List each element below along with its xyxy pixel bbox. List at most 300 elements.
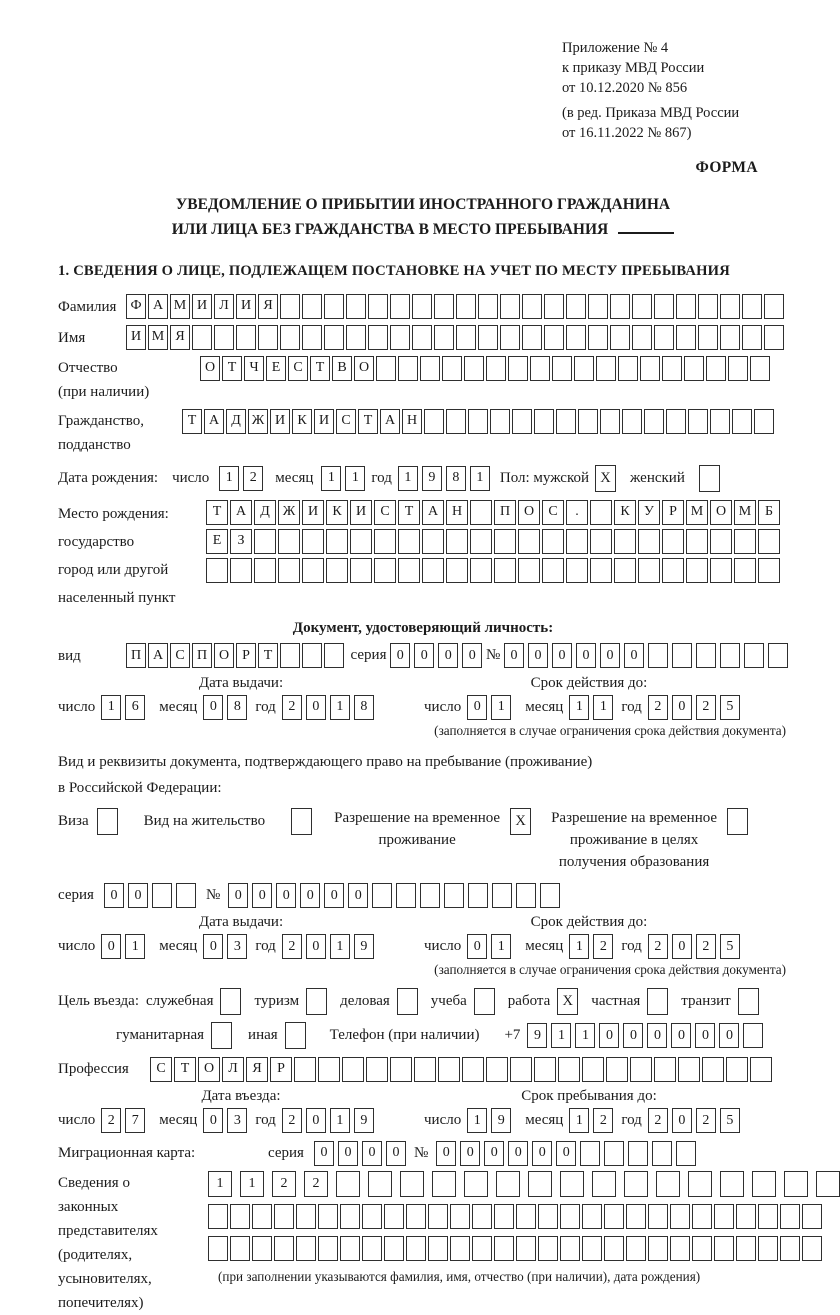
char-box[interactable] [618,356,638,381]
char-box[interactable]: 1 [321,466,341,491]
char-box[interactable] [578,409,598,434]
char-box[interactable]: М [734,500,756,525]
char-box[interactable] [714,1204,734,1229]
char-box[interactable] [516,1204,536,1229]
char-box[interactable] [512,409,532,434]
char-box[interactable] [768,643,788,668]
char-box[interactable] [444,883,464,908]
char-box[interactable] [384,1236,404,1261]
char-box[interactable] [648,1204,668,1229]
char-box[interactable]: 2 [696,695,716,720]
char-box[interactable]: 9 [354,1108,374,1133]
char-box[interactable] [710,558,732,583]
char-box[interactable] [230,1236,250,1261]
char-box[interactable]: 0 [647,1023,667,1048]
char-box[interactable] [434,325,454,350]
char-box[interactable]: 9 [354,934,374,959]
char-box[interactable]: И [192,294,212,319]
char-box[interactable] [734,529,756,554]
char-box[interactable]: 0 [460,1141,480,1166]
char-box[interactable] [522,325,542,350]
char-box[interactable]: Р [270,1057,292,1082]
char-box[interactable] [230,558,252,583]
char-box[interactable]: 0 [228,883,248,908]
char-box[interactable] [446,529,468,554]
char-box[interactable] [676,325,696,350]
char-box[interactable]: 0 [484,1141,504,1166]
char-box[interactable] [362,1204,382,1229]
char-box[interactable] [368,325,388,350]
char-box[interactable]: 0 [390,643,410,668]
char-box[interactable] [684,356,704,381]
char-box[interactable]: 1 [575,1023,595,1048]
char-box[interactable] [626,1236,646,1261]
char-box[interactable] [518,529,540,554]
char-box[interactable]: 1 [491,695,511,720]
char-box[interactable]: 0 [252,883,272,908]
char-box[interactable] [516,1236,536,1261]
char-box[interactable] [206,558,228,583]
char-box[interactable] [566,325,586,350]
char-box[interactable] [424,409,444,434]
char-box[interactable]: 2 [272,1171,296,1197]
char-box[interactable]: И [350,500,372,525]
char-box[interactable]: Р [662,500,684,525]
char-box[interactable] [666,409,686,434]
char-box[interactable]: 0 [104,883,124,908]
char-box[interactable] [252,1236,272,1261]
char-box[interactable]: Н [446,500,468,525]
temp-residence-education-checkbox[interactable] [727,808,748,835]
char-box[interactable] [710,409,730,434]
char-box[interactable] [280,643,300,668]
temp-residence-checkbox[interactable]: X [510,808,531,835]
char-box[interactable] [434,294,454,319]
char-box[interactable] [294,1057,316,1082]
char-box[interactable]: И [126,325,146,350]
char-box[interactable] [588,325,608,350]
char-box[interactable]: Т [258,643,278,668]
char-box[interactable] [414,1057,436,1082]
char-box[interactable] [743,1023,763,1048]
char-box[interactable]: 0 [671,1023,691,1048]
char-box[interactable] [688,409,708,434]
char-box[interactable] [446,409,466,434]
char-box[interactable] [702,1057,724,1082]
char-box[interactable] [632,294,652,319]
char-box[interactable] [672,643,692,668]
char-box[interactable] [486,1057,508,1082]
char-box[interactable] [468,409,488,434]
char-box[interactable] [464,1171,488,1197]
visa-checkbox[interactable] [97,808,118,835]
char-box[interactable]: 3 [227,934,247,959]
char-box[interactable] [390,1057,412,1082]
char-box[interactable] [714,1236,734,1261]
char-box[interactable] [296,1236,316,1261]
char-box[interactable]: 8 [446,466,466,491]
char-box[interactable] [758,1236,778,1261]
char-box[interactable] [590,558,612,583]
char-box[interactable] [340,1204,360,1229]
char-box[interactable] [692,1204,712,1229]
char-box[interactable]: Е [266,356,286,381]
char-box[interactable] [486,356,506,381]
char-box[interactable] [462,1057,484,1082]
char-box[interactable] [422,558,444,583]
char-box[interactable] [574,356,594,381]
char-box[interactable]: 1 [101,695,121,720]
char-box[interactable] [560,1236,580,1261]
char-box[interactable]: Ж [278,500,300,525]
char-box[interactable]: 0 [528,643,548,668]
char-box[interactable] [552,356,572,381]
char-box[interactable]: 0 [576,643,596,668]
char-box[interactable] [396,883,416,908]
char-box[interactable] [432,1171,456,1197]
char-box[interactable] [278,558,300,583]
char-box[interactable] [336,1171,360,1197]
char-box[interactable] [456,294,476,319]
char-box[interactable]: П [494,500,516,525]
char-box[interactable]: 0 [128,883,148,908]
char-box[interactable]: Ж [248,409,268,434]
char-box[interactable] [302,643,322,668]
char-box[interactable]: 2 [282,1108,302,1133]
char-box[interactable] [456,325,476,350]
char-box[interactable] [152,883,172,908]
char-box[interactable]: 9 [422,466,442,491]
char-box[interactable] [566,558,588,583]
char-box[interactable]: 2 [304,1171,328,1197]
char-box[interactable] [588,294,608,319]
char-box[interactable] [656,1171,680,1197]
char-box[interactable]: 1 [398,466,418,491]
purpose-private-checkbox[interactable] [647,988,668,1015]
char-box[interactable] [494,1204,514,1229]
char-box[interactable] [780,1204,800,1229]
char-box[interactable]: Т [174,1057,196,1082]
char-box[interactable] [558,1057,580,1082]
purpose-other-checkbox[interactable] [285,1022,306,1049]
char-box[interactable]: И [270,409,290,434]
char-box[interactable] [622,409,642,434]
char-box[interactable] [372,883,392,908]
char-box[interactable] [296,1204,316,1229]
char-box[interactable] [346,294,366,319]
char-box[interactable] [720,1171,744,1197]
char-box[interactable]: К [292,409,312,434]
char-box[interactable] [758,558,780,583]
purpose-humanitarian-checkbox[interactable] [211,1022,232,1049]
char-box[interactable] [376,356,396,381]
char-box[interactable]: С [150,1057,172,1082]
char-box[interactable]: К [614,500,636,525]
char-box[interactable]: 0 [532,1141,552,1166]
char-box[interactable] [648,1236,668,1261]
char-box[interactable] [258,325,278,350]
char-box[interactable]: 0 [600,643,620,668]
char-box[interactable] [534,1057,556,1082]
char-box[interactable] [464,356,484,381]
char-box[interactable]: С [374,500,396,525]
char-box[interactable]: К [326,500,348,525]
char-box[interactable] [496,1171,520,1197]
char-box[interactable]: 2 [243,466,263,491]
char-box[interactable] [324,325,344,350]
char-box[interactable] [530,356,550,381]
char-box[interactable] [472,1204,492,1229]
char-box[interactable]: С [288,356,308,381]
sex-male-checkbox[interactable]: X [595,465,616,492]
char-box[interactable]: 2 [648,1108,668,1133]
char-box[interactable] [540,883,560,908]
char-box[interactable]: С [170,643,190,668]
char-box[interactable]: 2 [593,934,613,959]
char-box[interactable]: 1 [208,1171,232,1197]
char-box[interactable] [490,409,510,434]
char-box[interactable] [734,558,756,583]
char-box[interactable] [750,356,770,381]
char-box[interactable] [280,325,300,350]
char-box[interactable] [412,294,432,319]
char-box[interactable]: 2 [282,695,302,720]
char-box[interactable]: Д [226,409,246,434]
char-box[interactable]: 1 [569,934,589,959]
char-box[interactable] [340,1236,360,1261]
char-box[interactable] [384,1204,404,1229]
char-box[interactable] [208,1204,228,1229]
char-box[interactable]: 0 [624,643,644,668]
char-box[interactable]: 0 [672,1108,692,1133]
char-box[interactable] [494,558,516,583]
char-box[interactable]: П [126,643,146,668]
char-box[interactable]: 0 [300,883,320,908]
char-box[interactable]: Т [206,500,228,525]
char-box[interactable]: 1 [219,466,239,491]
char-box[interactable]: П [192,643,212,668]
char-box[interactable] [398,356,418,381]
char-box[interactable] [508,356,528,381]
char-box[interactable] [662,558,684,583]
char-box[interactable] [214,325,234,350]
char-box[interactable]: 9 [491,1108,511,1133]
char-box[interactable] [662,529,684,554]
char-box[interactable] [406,1204,426,1229]
char-box[interactable] [670,1236,690,1261]
char-box[interactable] [446,558,468,583]
char-box[interactable] [566,529,588,554]
char-box[interactable] [374,529,396,554]
char-box[interactable] [538,1204,558,1229]
char-box[interactable] [754,409,774,434]
char-box[interactable]: 7 [125,1108,145,1133]
char-box[interactable] [366,1057,388,1082]
char-box[interactable] [706,356,726,381]
char-box[interactable] [400,1171,424,1197]
char-box[interactable] [638,558,660,583]
char-box[interactable]: Я [170,325,190,350]
char-box[interactable] [350,558,372,583]
char-box[interactable] [478,294,498,319]
char-box[interactable] [604,1141,624,1166]
char-box[interactable] [374,558,396,583]
char-box[interactable] [556,409,576,434]
char-box[interactable] [710,529,732,554]
char-box[interactable] [478,325,498,350]
char-box[interactable]: Ф [126,294,146,319]
sex-female-checkbox[interactable] [699,465,720,492]
char-box[interactable] [468,883,488,908]
char-box[interactable]: Д [254,500,276,525]
char-box[interactable] [590,529,612,554]
char-box[interactable] [758,529,780,554]
char-box[interactable]: 0 [556,1141,576,1166]
char-box[interactable]: 0 [719,1023,739,1048]
char-box[interactable] [720,325,740,350]
char-box[interactable] [350,529,372,554]
char-box[interactable]: 1 [125,934,145,959]
char-box[interactable]: 0 [203,695,223,720]
char-box[interactable]: 2 [101,1108,121,1133]
char-box[interactable] [236,325,256,350]
char-box[interactable]: 1 [330,934,350,959]
char-box[interactable] [544,294,564,319]
char-box[interactable]: 1 [569,1108,589,1133]
char-box[interactable] [644,409,664,434]
char-box[interactable] [780,1236,800,1261]
char-box[interactable] [678,1057,700,1082]
char-box[interactable] [638,529,660,554]
char-box[interactable]: 5 [720,695,740,720]
char-box[interactable] [318,1236,338,1261]
char-box[interactable]: 0 [436,1141,456,1166]
char-box[interactable]: 2 [696,934,716,959]
char-box[interactable] [428,1236,448,1261]
char-box[interactable]: 2 [593,1108,613,1133]
char-box[interactable] [720,294,740,319]
char-box[interactable]: 0 [348,883,368,908]
char-box[interactable] [302,294,322,319]
char-box[interactable] [670,1204,690,1229]
char-box[interactable] [802,1236,822,1261]
char-box[interactable] [580,1141,600,1166]
char-box[interactable]: И [302,500,324,525]
char-box[interactable] [390,325,410,350]
char-box[interactable]: 5 [720,1108,740,1133]
char-box[interactable]: 1 [330,1108,350,1133]
char-box[interactable]: Я [246,1057,268,1082]
char-box[interactable] [582,1236,602,1261]
char-box[interactable] [610,294,630,319]
char-box[interactable] [318,1204,338,1229]
char-box[interactable] [494,1236,514,1261]
char-box[interactable]: Т [310,356,330,381]
char-box[interactable]: А [204,409,224,434]
char-box[interactable] [280,294,300,319]
char-box[interactable] [610,325,630,350]
char-box[interactable]: 0 [462,643,482,668]
char-box[interactable]: О [710,500,732,525]
char-box[interactable]: 0 [552,643,572,668]
char-box[interactable]: 9 [527,1023,547,1048]
char-box[interactable]: А [148,643,168,668]
char-box[interactable]: 2 [696,1108,716,1133]
char-box[interactable] [390,294,410,319]
char-box[interactable] [450,1204,470,1229]
char-box[interactable]: Б [758,500,780,525]
char-box[interactable] [470,558,492,583]
char-box[interactable]: 1 [593,695,613,720]
char-box[interactable] [318,1057,340,1082]
char-box[interactable] [632,325,652,350]
char-box[interactable]: М [148,325,168,350]
char-box[interactable]: 1 [551,1023,571,1048]
purpose-study-checkbox[interactable] [474,988,495,1015]
char-box[interactable] [278,529,300,554]
char-box[interactable]: Л [214,294,234,319]
char-box[interactable] [542,529,564,554]
char-box[interactable]: 0 [414,643,434,668]
char-box[interactable] [600,409,620,434]
char-box[interactable] [630,1057,652,1082]
char-box[interactable] [720,643,740,668]
char-box[interactable] [692,1236,712,1261]
char-box[interactable]: 1 [467,1108,487,1133]
char-box[interactable] [606,1057,628,1082]
char-box[interactable]: Р [236,643,256,668]
char-box[interactable] [510,1057,532,1082]
char-box[interactable]: А [422,500,444,525]
char-box[interactable] [764,325,784,350]
char-box[interactable] [302,558,324,583]
char-box[interactable] [492,883,512,908]
char-box[interactable] [442,356,462,381]
char-box[interactable]: 5 [720,934,740,959]
char-box[interactable] [324,643,344,668]
char-box[interactable]: И [314,409,334,434]
char-box[interactable] [654,294,674,319]
char-box[interactable] [274,1236,294,1261]
char-box[interactable]: И [236,294,256,319]
char-box[interactable] [604,1204,624,1229]
char-box[interactable] [362,1236,382,1261]
char-box[interactable] [470,529,492,554]
char-box[interactable] [428,1204,448,1229]
char-box[interactable] [566,294,586,319]
char-box[interactable]: Н [402,409,422,434]
char-box[interactable] [750,1057,772,1082]
char-box[interactable]: 8 [227,695,247,720]
char-box[interactable] [342,1057,364,1082]
char-box[interactable]: 0 [324,883,344,908]
purpose-business-checkbox[interactable] [397,988,418,1015]
char-box[interactable] [422,529,444,554]
char-box[interactable] [582,1057,604,1082]
char-box[interactable] [472,1236,492,1261]
char-box[interactable]: 1 [491,934,511,959]
char-box[interactable] [438,1057,460,1082]
char-box[interactable] [742,325,762,350]
char-box[interactable] [326,529,348,554]
char-box[interactable] [406,1236,426,1261]
char-box[interactable]: 1 [569,695,589,720]
char-box[interactable] [654,325,674,350]
char-box[interactable] [252,1204,272,1229]
char-box[interactable] [784,1171,808,1197]
char-box[interactable] [560,1204,580,1229]
char-box[interactable] [696,643,716,668]
